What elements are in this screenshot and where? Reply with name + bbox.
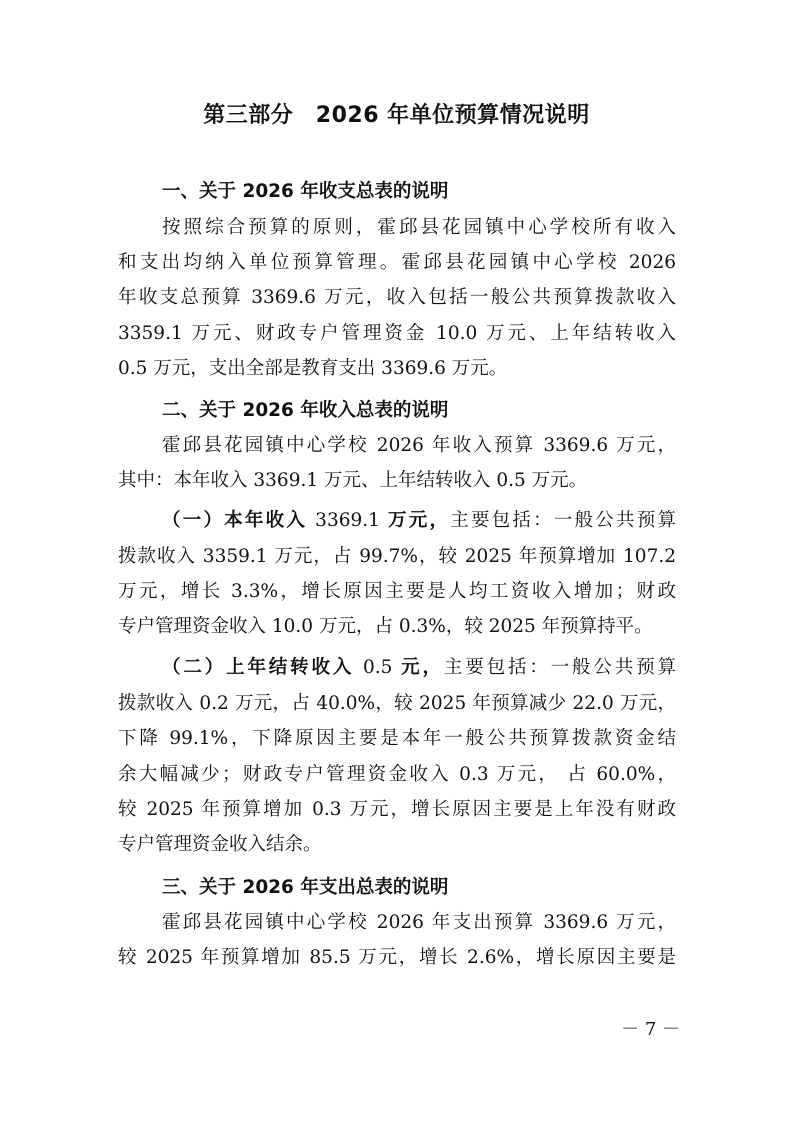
subsection-label: （二）上年结转收入 [162,657,355,678]
paragraph-line: 霍邱县花园镇中心学校 2026 年收入预算 3369.6 万元， [162,435,676,456]
subsection-amount: 0.5 [354,657,402,678]
paragraph-line: 较 2025 年预算增加 85.5 万元，增长 2.6%，增长原因主要是 [118,947,676,968]
paragraph-line: 3359.1 万元、财政专户管理资金 10.0 万元、上年结转收入 [118,323,676,344]
subsection-unit: 万元， [388,510,451,531]
section-heading-1: 一、关于 2026 年收支总表的说明 [162,181,449,202]
subsection-unit: 元， [401,657,444,678]
paragraph-line: 和支出均纳入单位预算管理。霍邱县花园镇中心学校 2026 [118,252,676,273]
paragraph-line: 专户管理资金收入结余。 [118,834,322,855]
page-number: － 7 － [621,1019,680,1040]
paragraph-line: 较 2025 年预算增加 0.3 万元，增长原因主要是上年没有财政 [118,799,676,820]
paragraph-line: 拨款收入 3359.1 万元，占 99.7%，较 2025 年预算增加 107.2 [118,546,676,567]
paragraph-line: 其中：本年收入 3369.1 万元、上年结转收入 0.5 万元。 [118,470,588,491]
paragraph-line: 万元，增长 3.3%，增长原因主要是人均工资收入增加；财政 [118,581,676,602]
subsection-label: （一）本年收入 [162,510,308,531]
subsection-text: 主要包括：一般公共预算 [443,657,676,678]
paragraph-line: 按照综合预算的原则，霍邱县花园镇中心学校所有收入 [162,217,676,238]
paragraph-line: 拨款收入 0.2 万元，占 40.0%，较 2025 年预算减少 22.0 万元， [118,693,676,714]
paragraph-line: 年收支总预算 3369.6 万元，收入包括一般公共预算拨款收入 [118,287,676,308]
section-heading-2: 二、关于 2026 年收入总表的说明 [162,400,449,421]
paragraph-line: 余大幅减少；财政专户管理资金收入 0.3 万元， 占 60.0%， [118,764,676,785]
paragraph-line: 霍邱县花园镇中心学校 2026 年支出预算 3369.6 万元， [162,912,676,933]
page-title: 第三部分 2026 年单位预算情况说明 [203,103,590,128]
section-heading-3: 三、关于 2026 年支出总表的说明 [162,877,449,898]
paragraph-line: 0.5 万元，支出全部是教育支出 3369.6 万元。 [118,358,508,379]
subsection-amount: 3369.1 [307,510,389,531]
paragraph-line: 专户管理资金收入 10.0 万元，占 0.3%，较 2025 年预算持平。 [118,616,653,637]
paragraph-line: 下降 99.1%，下降原因主要是本年一般公共预算拨款资金结 [118,728,676,749]
subsection-line-2 [162,652,676,684]
subsection-text: 主要包括：一般公共预算 [450,510,676,531]
subsection-line-1 [162,505,676,537]
